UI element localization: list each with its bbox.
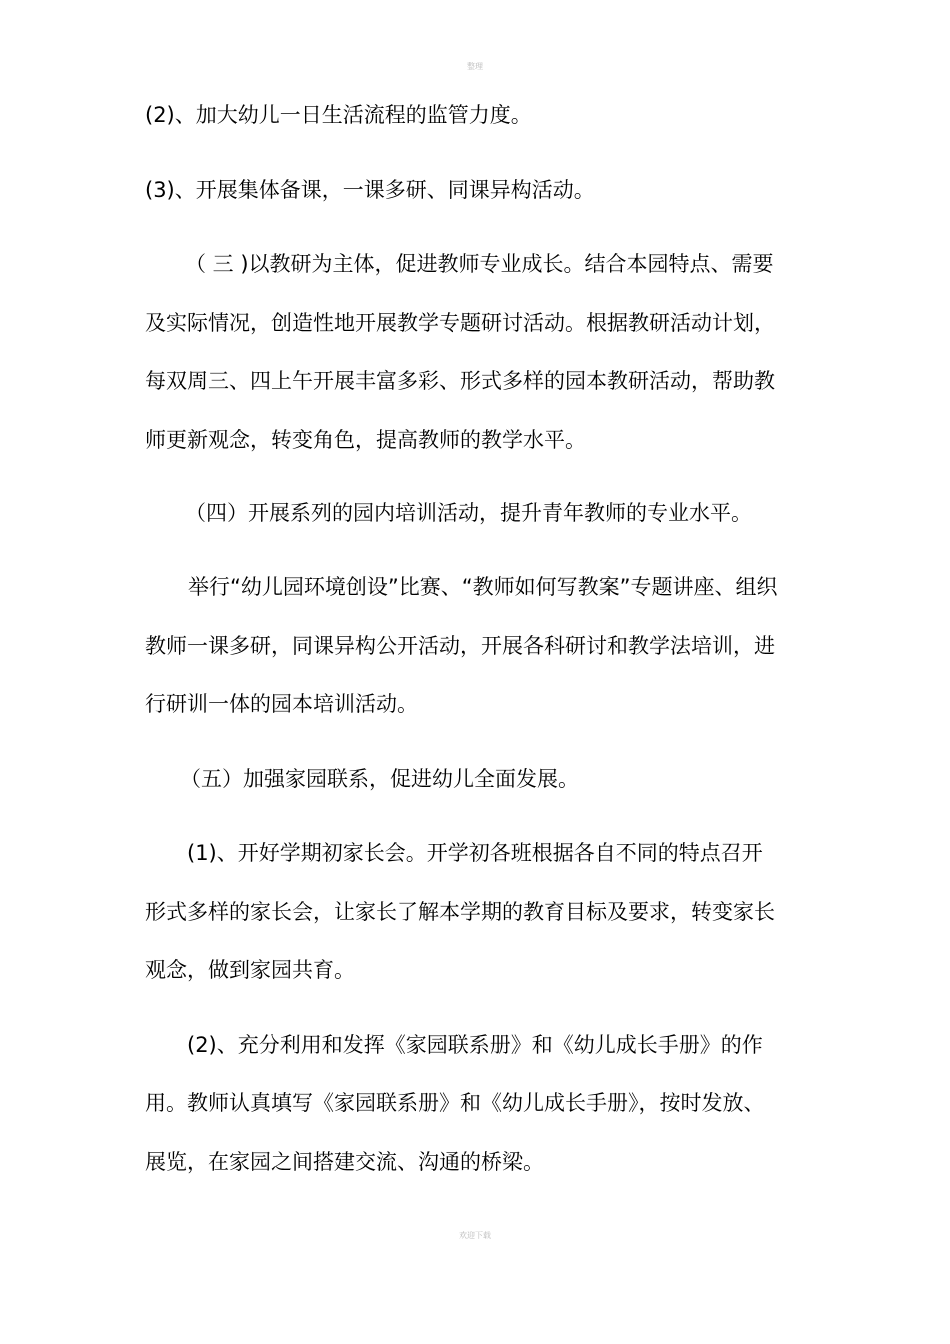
section-4-paragraph-line-3: 行研训一体的园本培训活动。 (145, 692, 418, 716)
section-3-paragraph-line-4: 师更新观念，转变角色，提高教师的教学水平。 (145, 428, 586, 452)
section-4-paragraph-line-2: 教师一课多研，同课异构公开活动，开展各科研讨和教学法培训，进 (145, 634, 775, 658)
page-header-mark: 整理 (467, 62, 483, 71)
section-5-item-1-line-2: 形式多样的家长会，让家长了解本学期的教育目标及要求，转变家长 (145, 900, 775, 924)
list-item-2-supervision: (2)、加大幼儿一日生活流程的监管力度。 (145, 103, 532, 127)
section-5-item-1-line-3: 观念，做到家园共育。 (145, 958, 355, 982)
section-5-item-2-line-2: 用。教师认真填写《家园联系册》和《幼儿成长手册》，按时发放、 (145, 1091, 765, 1115)
list-item-3-lesson-prep: (3)、开展集体备课，一课多研、同课异构活动。 (145, 178, 595, 202)
section-5-item-2-line-3: 展览，在家园之间搭建交流、沟通的桥梁。 (145, 1150, 544, 1174)
section-4-paragraph-line-1: 举行“幼儿园环境创设”比赛、“教师如何写教案”专题讲座、组织 (188, 575, 778, 599)
section-3-paragraph-line-2: 及实际情况，创造性地开展教学专题研讨活动。根据教研活动计划， (145, 311, 775, 335)
section-5-item-2-line-1: (2)、充分利用和发挥《家园联系册》和《幼儿成长手册》的作 (187, 1033, 763, 1057)
section-3-paragraph-line-3: 每双周三、四上午开展丰富多彩、形式多样的园本教研活动，帮助教 (145, 369, 775, 393)
page-footer-mark: 欢迎下载 (459, 1231, 491, 1240)
section-5-heading: （五）加强家园联系，促进幼儿全面发展。 (180, 767, 579, 791)
section-5-item-1-line-1: (1)、开好学期初家长会。开学初各班根据各自不同的特点召开 (187, 841, 763, 865)
section-3-paragraph-line-1: （ 三 )以教研为主体，促进教师专业成长。结合本园特点、需要 (185, 252, 774, 276)
section-4-heading: （四）开展系列的园内培训活动，提升青年教师的专业水平。 (185, 501, 752, 525)
